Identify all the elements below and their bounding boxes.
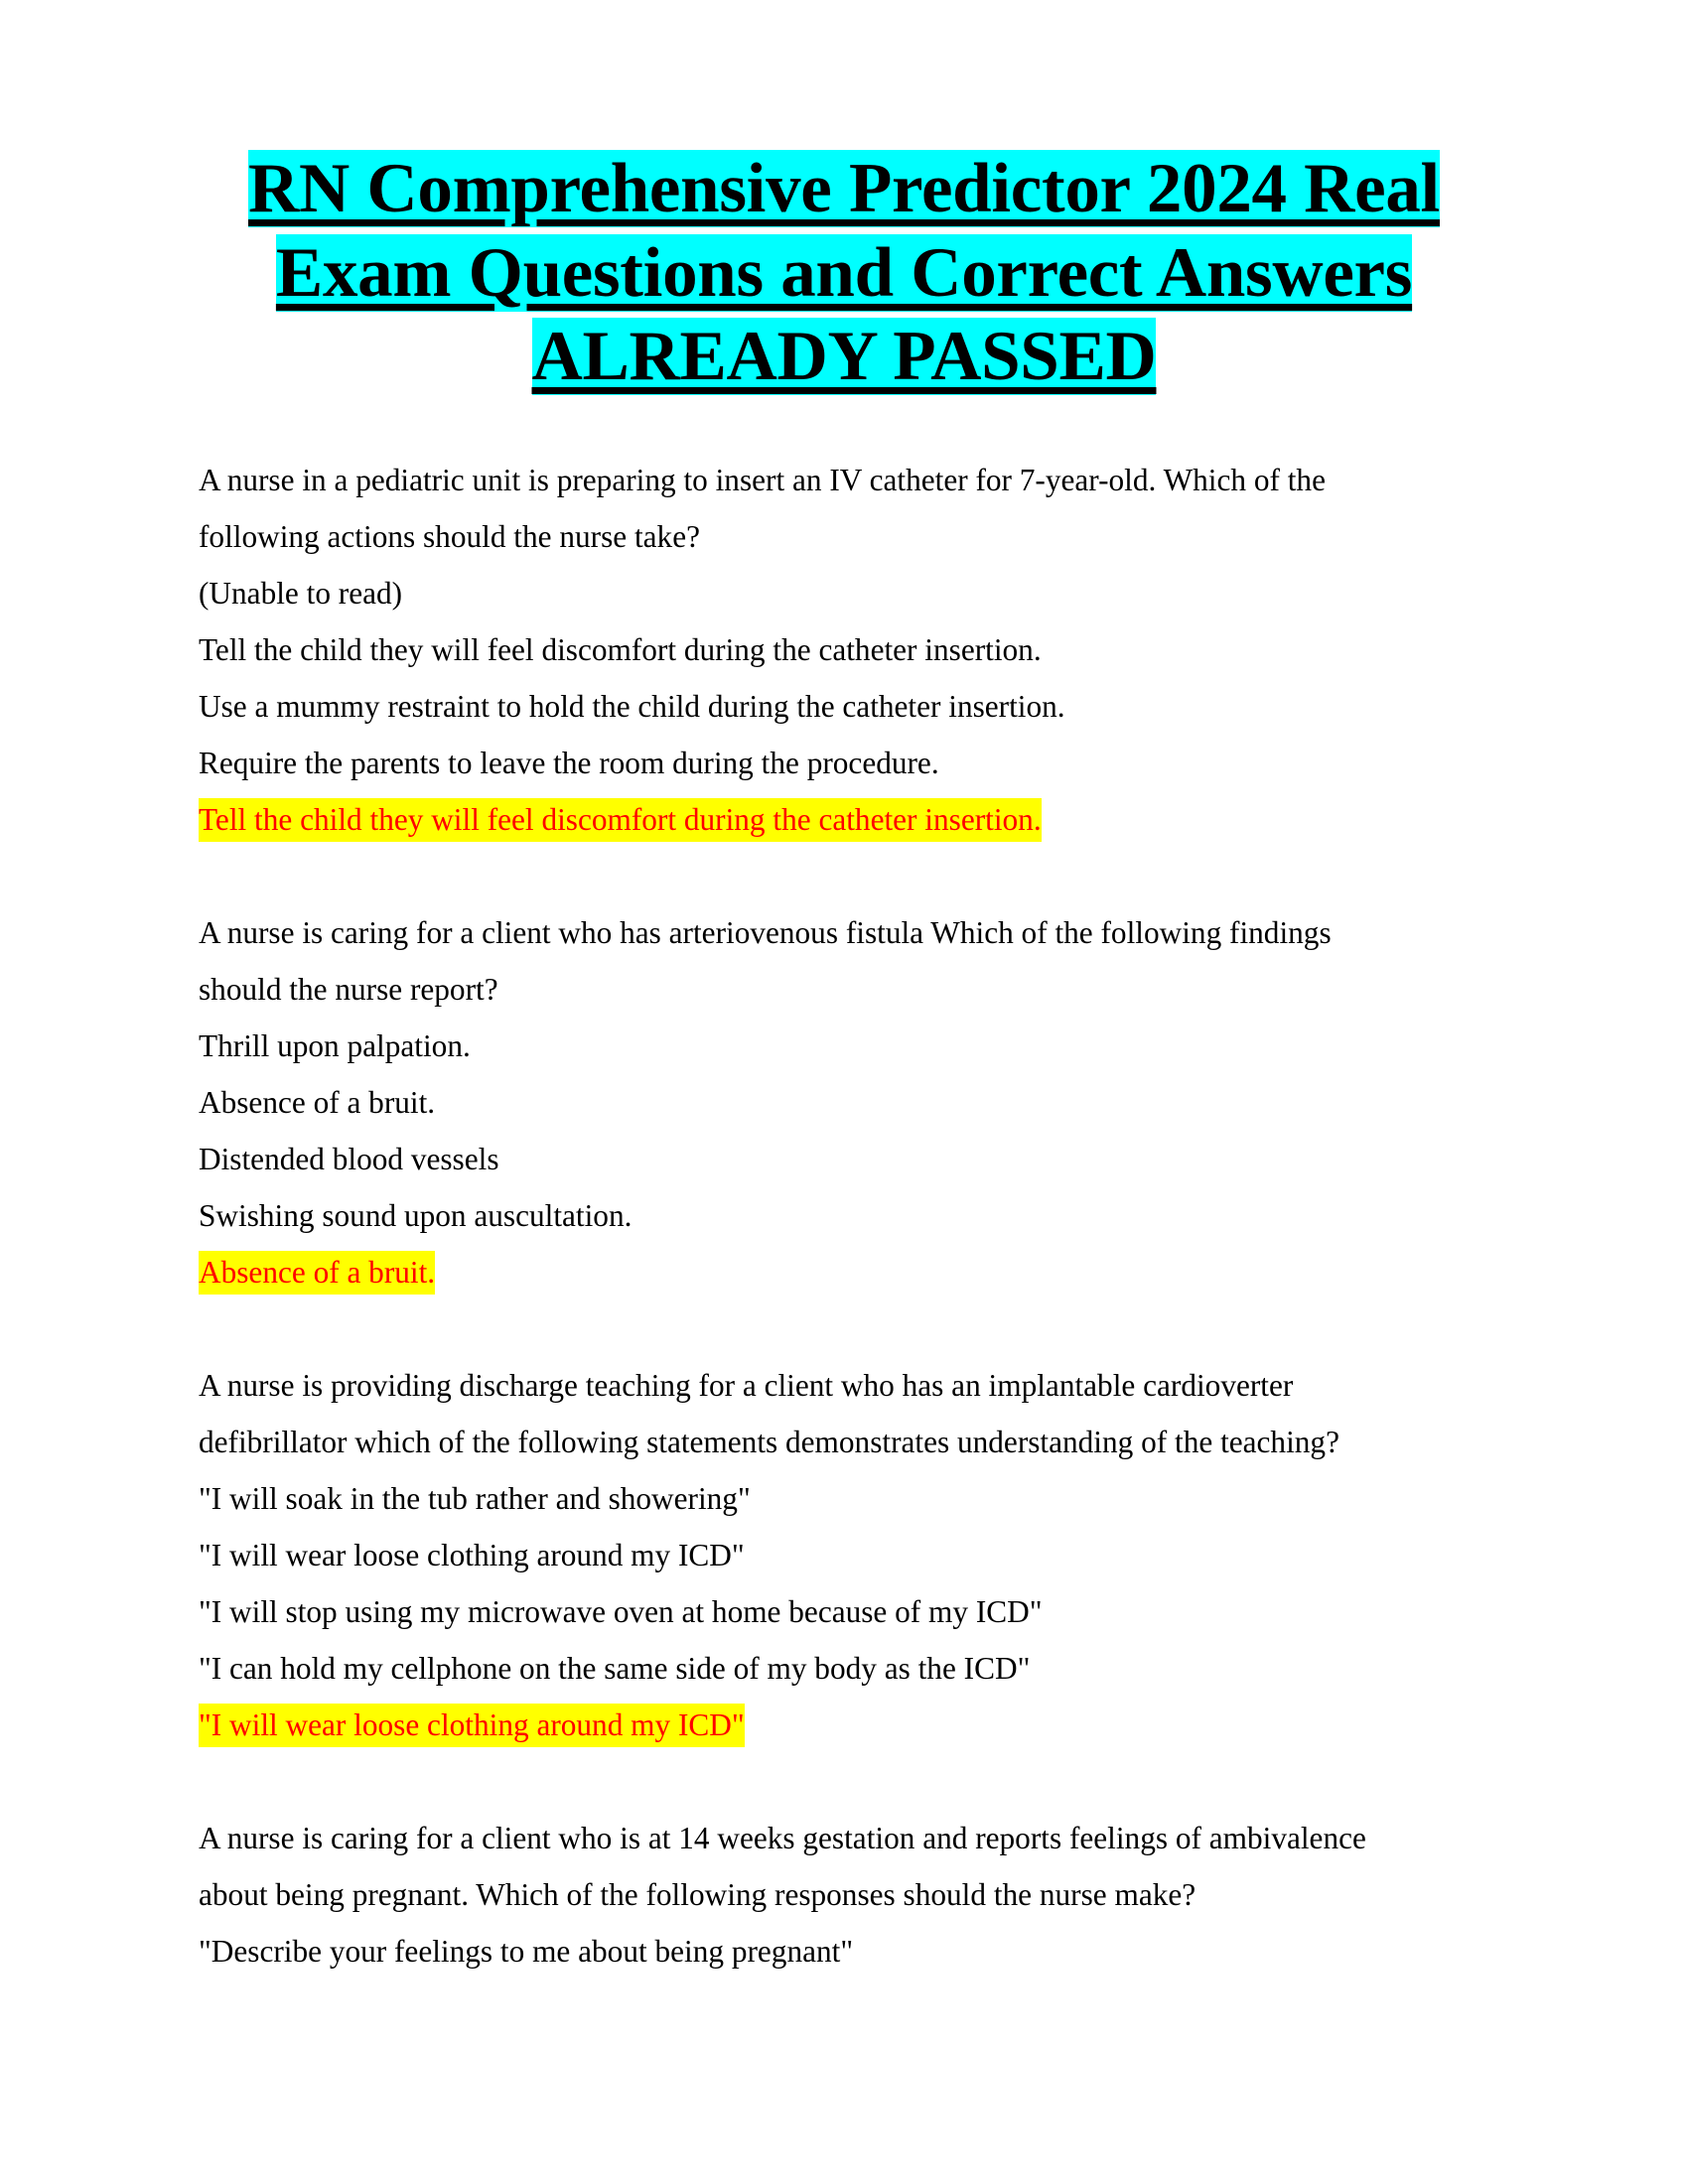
answer-option: Distended blood vessels — [199, 1142, 499, 1176]
answer-option: "I will stop using my microwave oven at home because of my ICD" — [199, 1594, 1043, 1629]
question-block-2 — [199, 904, 1489, 1300]
question-stem-line: defibrillator which of the following statements demonstrates understanding of the teaching? — [199, 1425, 1339, 1459]
answer-option: "I will wear loose clothing around my ICD" — [199, 1538, 745, 1572]
question-stem-line: about being pregnant. Which of the following responses should the nurse make? — [199, 1877, 1196, 1912]
question-stem-line: following actions should the nurse take? — [199, 519, 700, 554]
title-line-3 — [0, 315, 1688, 399]
answer-option: Thrill upon palpation. — [199, 1028, 471, 1063]
answer-option: "I will soak in the tub rather and showering" — [199, 1481, 751, 1516]
title-line-2 — [0, 231, 1688, 316]
title-line-3-text: ALREADY PASSED — [531, 318, 1157, 395]
question-stem-line: A nurse is providing discharge teaching for a client who has an implantable cardioverter — [199, 1368, 1294, 1403]
correct-answer-text: Absence of a bruit. — [199, 1251, 435, 1295]
document-title — [0, 147, 1688, 399]
question-stem-line: A nurse is caring for a client who is at 14 weeks gestation and reports feelings of ambivalence — [199, 1821, 1366, 1855]
title-line-2-text: Exam Questions and Correct Answers — [275, 233, 1413, 312]
correct-answer — [199, 1244, 1489, 1300]
answer-option: "I can hold my cellphone on the same side of my body as the ICD" — [199, 1651, 1031, 1686]
correct-answer-text: Tell the child they will feel discomfort during the catheter insertion. — [199, 798, 1042, 842]
answer-option: Require the parents to leave the room during the procedure. — [199, 746, 939, 780]
answer-option: "Describe your feelings to me about being pregnant" — [199, 1934, 854, 1969]
answer-option: Tell the child they will feel discomfort during the catheter insertion. — [199, 632, 1042, 667]
title-line-1 — [0, 147, 1688, 231]
correct-answer-text: "I will wear loose clothing around my ICD" — [199, 1704, 745, 1747]
question-block-4 — [199, 1810, 1489, 1979]
correct-answer — [199, 1697, 1489, 1753]
document-body — [199, 452, 1489, 2036]
answer-option: Swishing sound upon auscultation. — [199, 1198, 633, 1233]
question-stem-line: A nurse in a pediatric unit is preparing to insert an IV catheter for 7-year-old. Which of the — [199, 463, 1326, 497]
answer-option: Use a mummy restraint to hold the child during the catheter insertion. — [199, 689, 1065, 724]
correct-answer — [199, 791, 1489, 848]
question-stem-line: should the nurse report? — [199, 972, 498, 1007]
question-block-3 — [199, 1357, 1489, 1753]
question-stem-line: A nurse is caring for a client who has arteriovenous fistula Which of the following findings — [199, 915, 1332, 950]
answer-option: Absence of a bruit. — [199, 1085, 436, 1120]
question-block-1 — [199, 452, 1489, 848]
answer-option: (Unable to read) — [199, 576, 403, 611]
title-line-1-text: RN Comprehensive Predictor 2024 Real — [248, 150, 1440, 227]
